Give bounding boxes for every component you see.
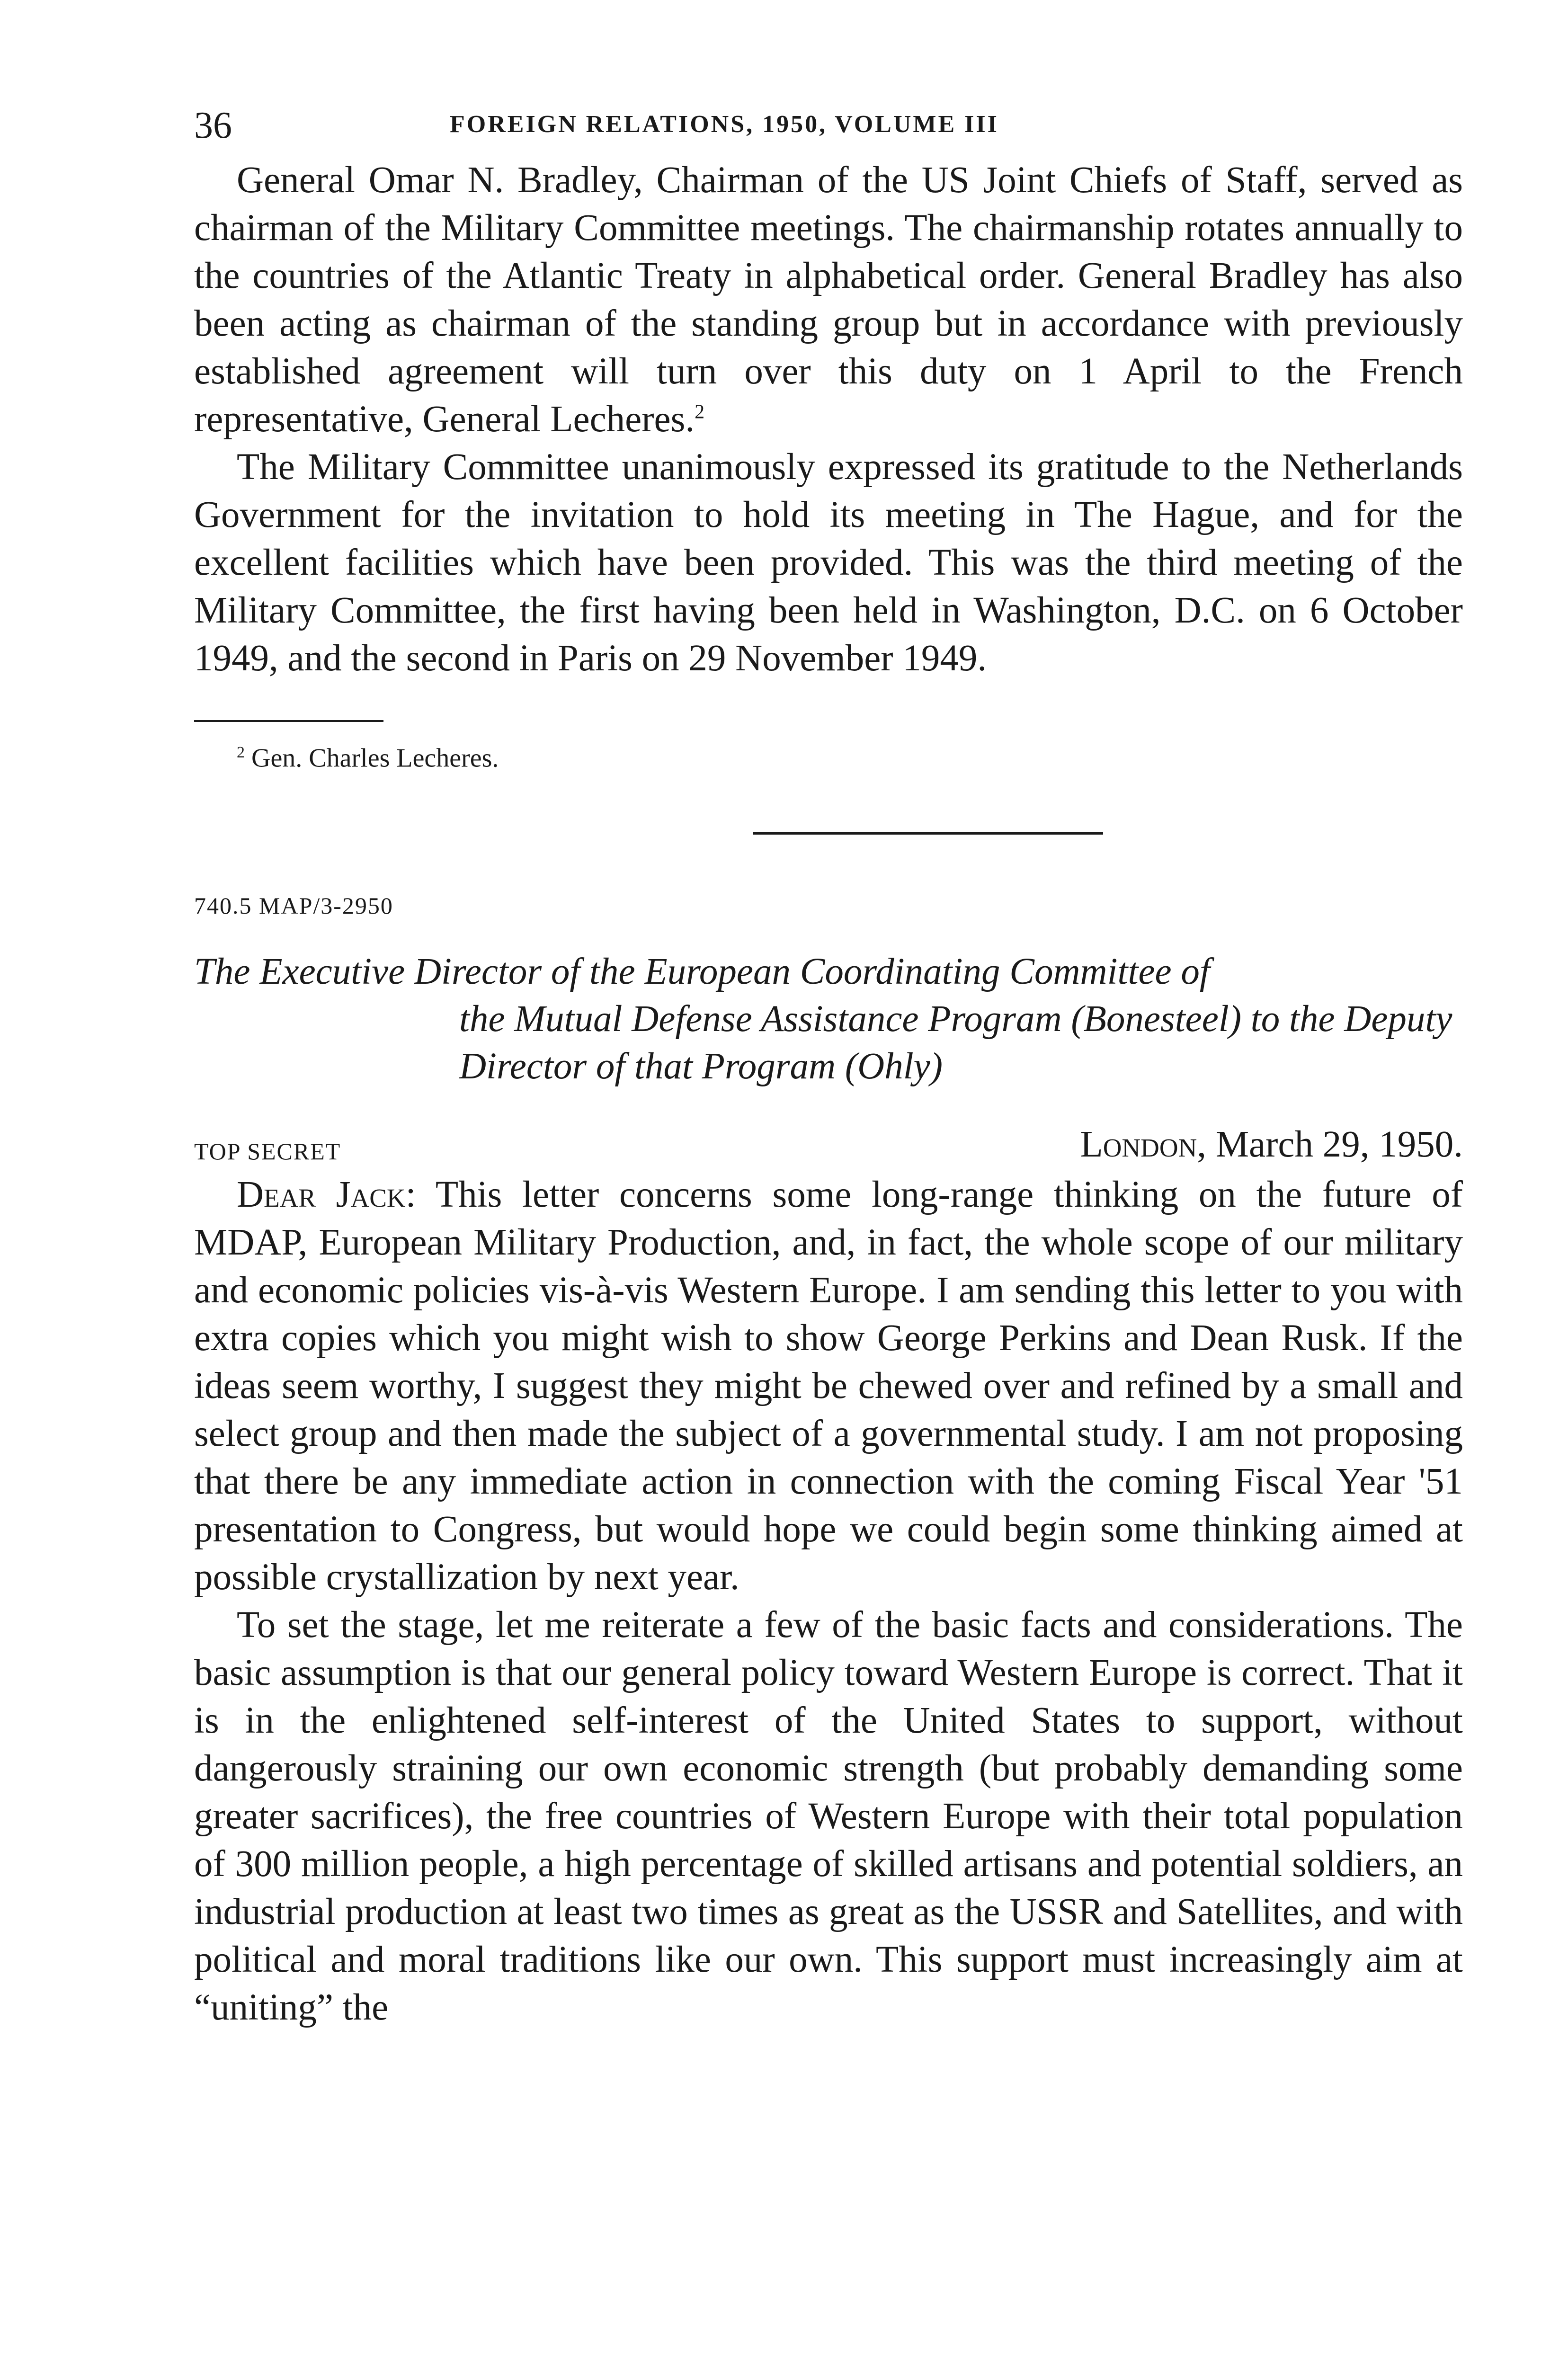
page-number: 36 bbox=[194, 105, 232, 146]
letter-body bbox=[194, 1171, 1463, 2031]
running-title: FOREIGN RELATIONS, 1950, VOLUME III bbox=[450, 111, 999, 138]
running-head bbox=[194, 104, 1463, 156]
heading-line: The Executive Director of the European Coordinating Committee of bbox=[194, 951, 1210, 992]
date: March 29, 1950. bbox=[1215, 1123, 1463, 1165]
place-date bbox=[1080, 1123, 1463, 1166]
dateline bbox=[194, 1123, 1463, 1171]
paragraph-text: General Omar N. Bradley, Chairman of the US Joint Chiefs of Staff, served as chairman of the Military Committee meetings. The chairmanship rotates annually to the countries of the Atlantic Treaty in alphabetical order. General Bradley has also been acting as chairman of the standing group but in accordance with previously established agreement will turn over this duty on 1 April to the French representative, General Lecheres. bbox=[194, 160, 1463, 440]
paragraph: To set the stage, let me reiterate a few of the basic facts and considerations. The basic assumption is that our general policy toward Western Europe is correct. That it is in the enlightened self-interest of the United States to support, without dangerously straining our own economic strength (but probably demanding some greater sacrifices), the free countries of Western Europe with their total population of 300 million people, a high percentage of skilled artisans and potential soldiers, an industrial production at least two times as great as the USSR and Satellites, and with political and moral traditions like our own. This support must increasingly aim at “uniting” the bbox=[194, 1604, 1463, 2028]
paragraph bbox=[194, 1171, 1463, 1601]
paragraph bbox=[194, 156, 1463, 443]
heading-line: Director of that Program (Ohly) bbox=[459, 1045, 943, 1087]
salutation: Dear Jack: bbox=[237, 1174, 416, 1215]
section-divider bbox=[753, 832, 1103, 835]
file-number: 740.5 MAP/3-2950 bbox=[194, 892, 393, 919]
footnote-divider bbox=[194, 720, 383, 722]
footnote-reference[interactable]: 2 bbox=[695, 401, 705, 423]
section-body bbox=[194, 156, 1463, 682]
footnote bbox=[194, 736, 1463, 775]
classification-label: TOP SECRET bbox=[194, 1138, 341, 1165]
heading-line: the Mutual Defense Assistance Program (Bonesteel) to the Deputy bbox=[459, 998, 1452, 1040]
document-page bbox=[194, 104, 1463, 2031]
footnote-text: Gen. Charles Lecheres. bbox=[251, 743, 499, 773]
paragraph: The Military Committee unanimously expressed its gratitude to the Netherlands Government for the invitation to hold its meeting in The Hague, and for the excellent facilities which have been provided. This was the third meeting of the Military Committee, the first having been held in Washington, D.C. on 6 October 1949, and the second in Paris on 29 November 1949. bbox=[194, 446, 1463, 679]
footnote-marker: 2 bbox=[237, 744, 245, 761]
paragraph-text: This letter concerns some long-range thinking on the future of MDAP, European Military Production, and, in fact, the whole scope of our military and economic policies vis-à-vis Western Europe. I am sending this letter to you with extra copies which you might wish to show George Perkins and Dean Rusk. If the ideas seem worthy, I suggest they might be chewed over and refined by a small and select group and then made the subject of a governmental study. I am not proposing that there be any immediate action in connection with the coming Fiscal Year '51 presentation to Congress, but would hope we could begin some thinking aimed at possible crystallization by next year. bbox=[194, 1174, 1463, 1598]
document-heading bbox=[194, 948, 1463, 1090]
place: London, bbox=[1080, 1123, 1207, 1165]
